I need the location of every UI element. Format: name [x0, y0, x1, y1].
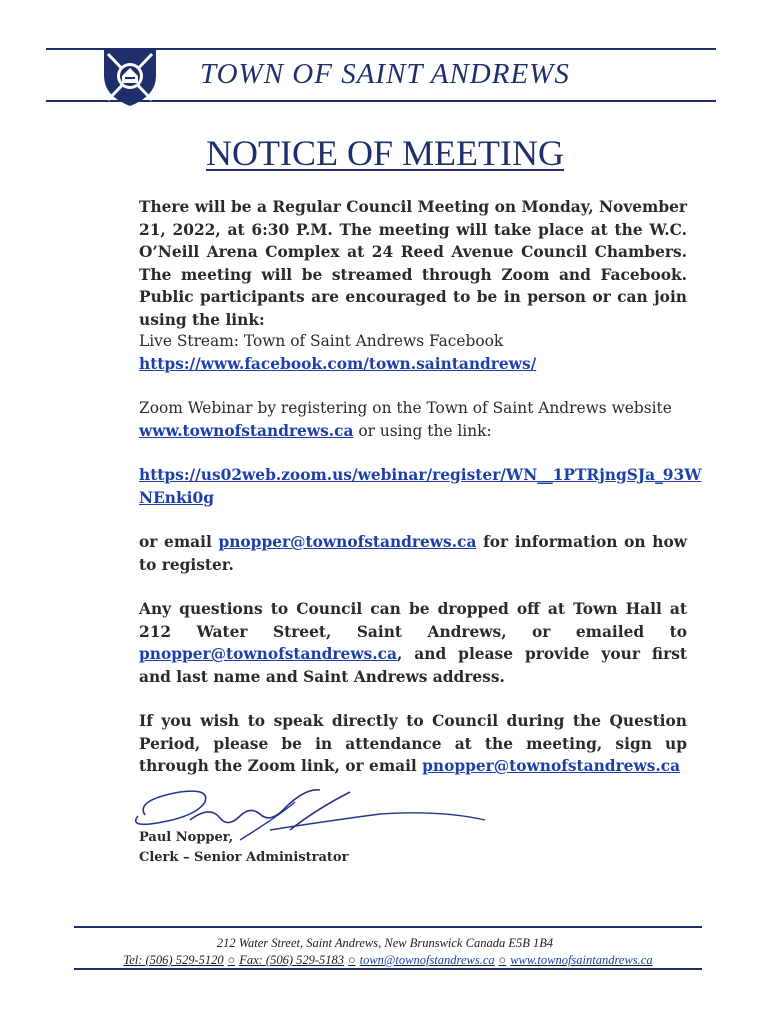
email-reg-suffix: for information on how to register. — [139, 533, 687, 574]
town-name-heading: TOWN OF SAINT ANDREWS — [200, 58, 570, 90]
livestream-section — [139, 330, 687, 375]
footer-fax: Fax: (506) 529-5183 — [239, 953, 345, 967]
questions-suffix: , and please provide your first and last name and Saint Andrews address. — [139, 645, 687, 686]
questions-email-link[interactable]: pnopper@townofstandrews.ca — [139, 645, 397, 663]
speak-text: If you wish to speak directly to Council during the Question Period, please be in attendance at the meeting, sign up through the Zoom link, or email — [139, 712, 687, 775]
email-registration-paragraph — [139, 531, 687, 576]
footer-separator: ○ — [498, 953, 507, 967]
footer-rule-top — [74, 926, 702, 928]
speak-paragraph — [139, 710, 687, 778]
footer-separator: ○ — [348, 953, 356, 967]
zoom-register-link-line2[interactable]: NEnki0g — [139, 488, 214, 507]
page-title: NOTICE OF MEETING — [206, 133, 564, 173]
questions-paragraph — [139, 598, 687, 688]
footer-separator: ○ — [227, 953, 236, 967]
website-link[interactable]: www.townofstandrews.ca — [139, 421, 354, 440]
facebook-link[interactable]: https://www.facebook.com/town.saintandrews/ — [139, 354, 537, 373]
zoom-register-section — [139, 464, 702, 509]
footer-email-link[interactable]: town@townofstandrews.ca — [359, 953, 495, 967]
zoom-register-link-line1[interactable]: https://us02web.zoom.us/webinar/register/WN__1PTRjngSJa_93W — [139, 466, 702, 484]
footer-address: 212 Water Street, Saint Andrews, New Brunswick Canada E5B 1B4 — [216, 936, 554, 950]
signatory-role: Clerk – Senior Administrator — [139, 850, 349, 865]
speak-email-link[interactable]: pnopper@townofstandrews.ca — [422, 757, 681, 775]
signature-block — [139, 828, 348, 868]
email-reg-link[interactable]: pnopper@townofstandrews.ca — [218, 533, 477, 551]
signatory-name: Paul Nopper, — [139, 830, 234, 845]
email-reg-prefix: or email — [139, 533, 219, 551]
town-crest-logo — [100, 46, 160, 108]
livestream-label: Live Stream: Town of Saint Andrews Facebook — [139, 332, 504, 350]
footer-contact-line — [74, 953, 702, 968]
intro-paragraph: There will be a Regular Council Meeting on Monday, November 21, 2022, at 6:30 P.M. The meeting will take place at the W.C. O’Neill Arena Complex at 24 Reed Avenue Council Chambers. The meeting will be streamed through Zoom and Facebook. Public participants are encouraged to be in person or can join using the link: — [139, 198, 687, 329]
footer-tel: Tel: (506) 529-5120 — [123, 953, 224, 967]
footer-website-link[interactable]: www.townofsaintandrews.ca — [510, 953, 653, 967]
zoom-text-after: or using the link: — [353, 421, 492, 440]
questions-text: Any questions to Council can be dropped off at Town Hall at 212 Water Street, Saint Andrews, or emailed to — [139, 600, 687, 641]
footer-rule-bottom — [74, 968, 702, 970]
zoom-text: Zoom Webinar by registering on the Town of Saint Andrews website — [139, 399, 672, 417]
zoom-section — [139, 397, 687, 442]
